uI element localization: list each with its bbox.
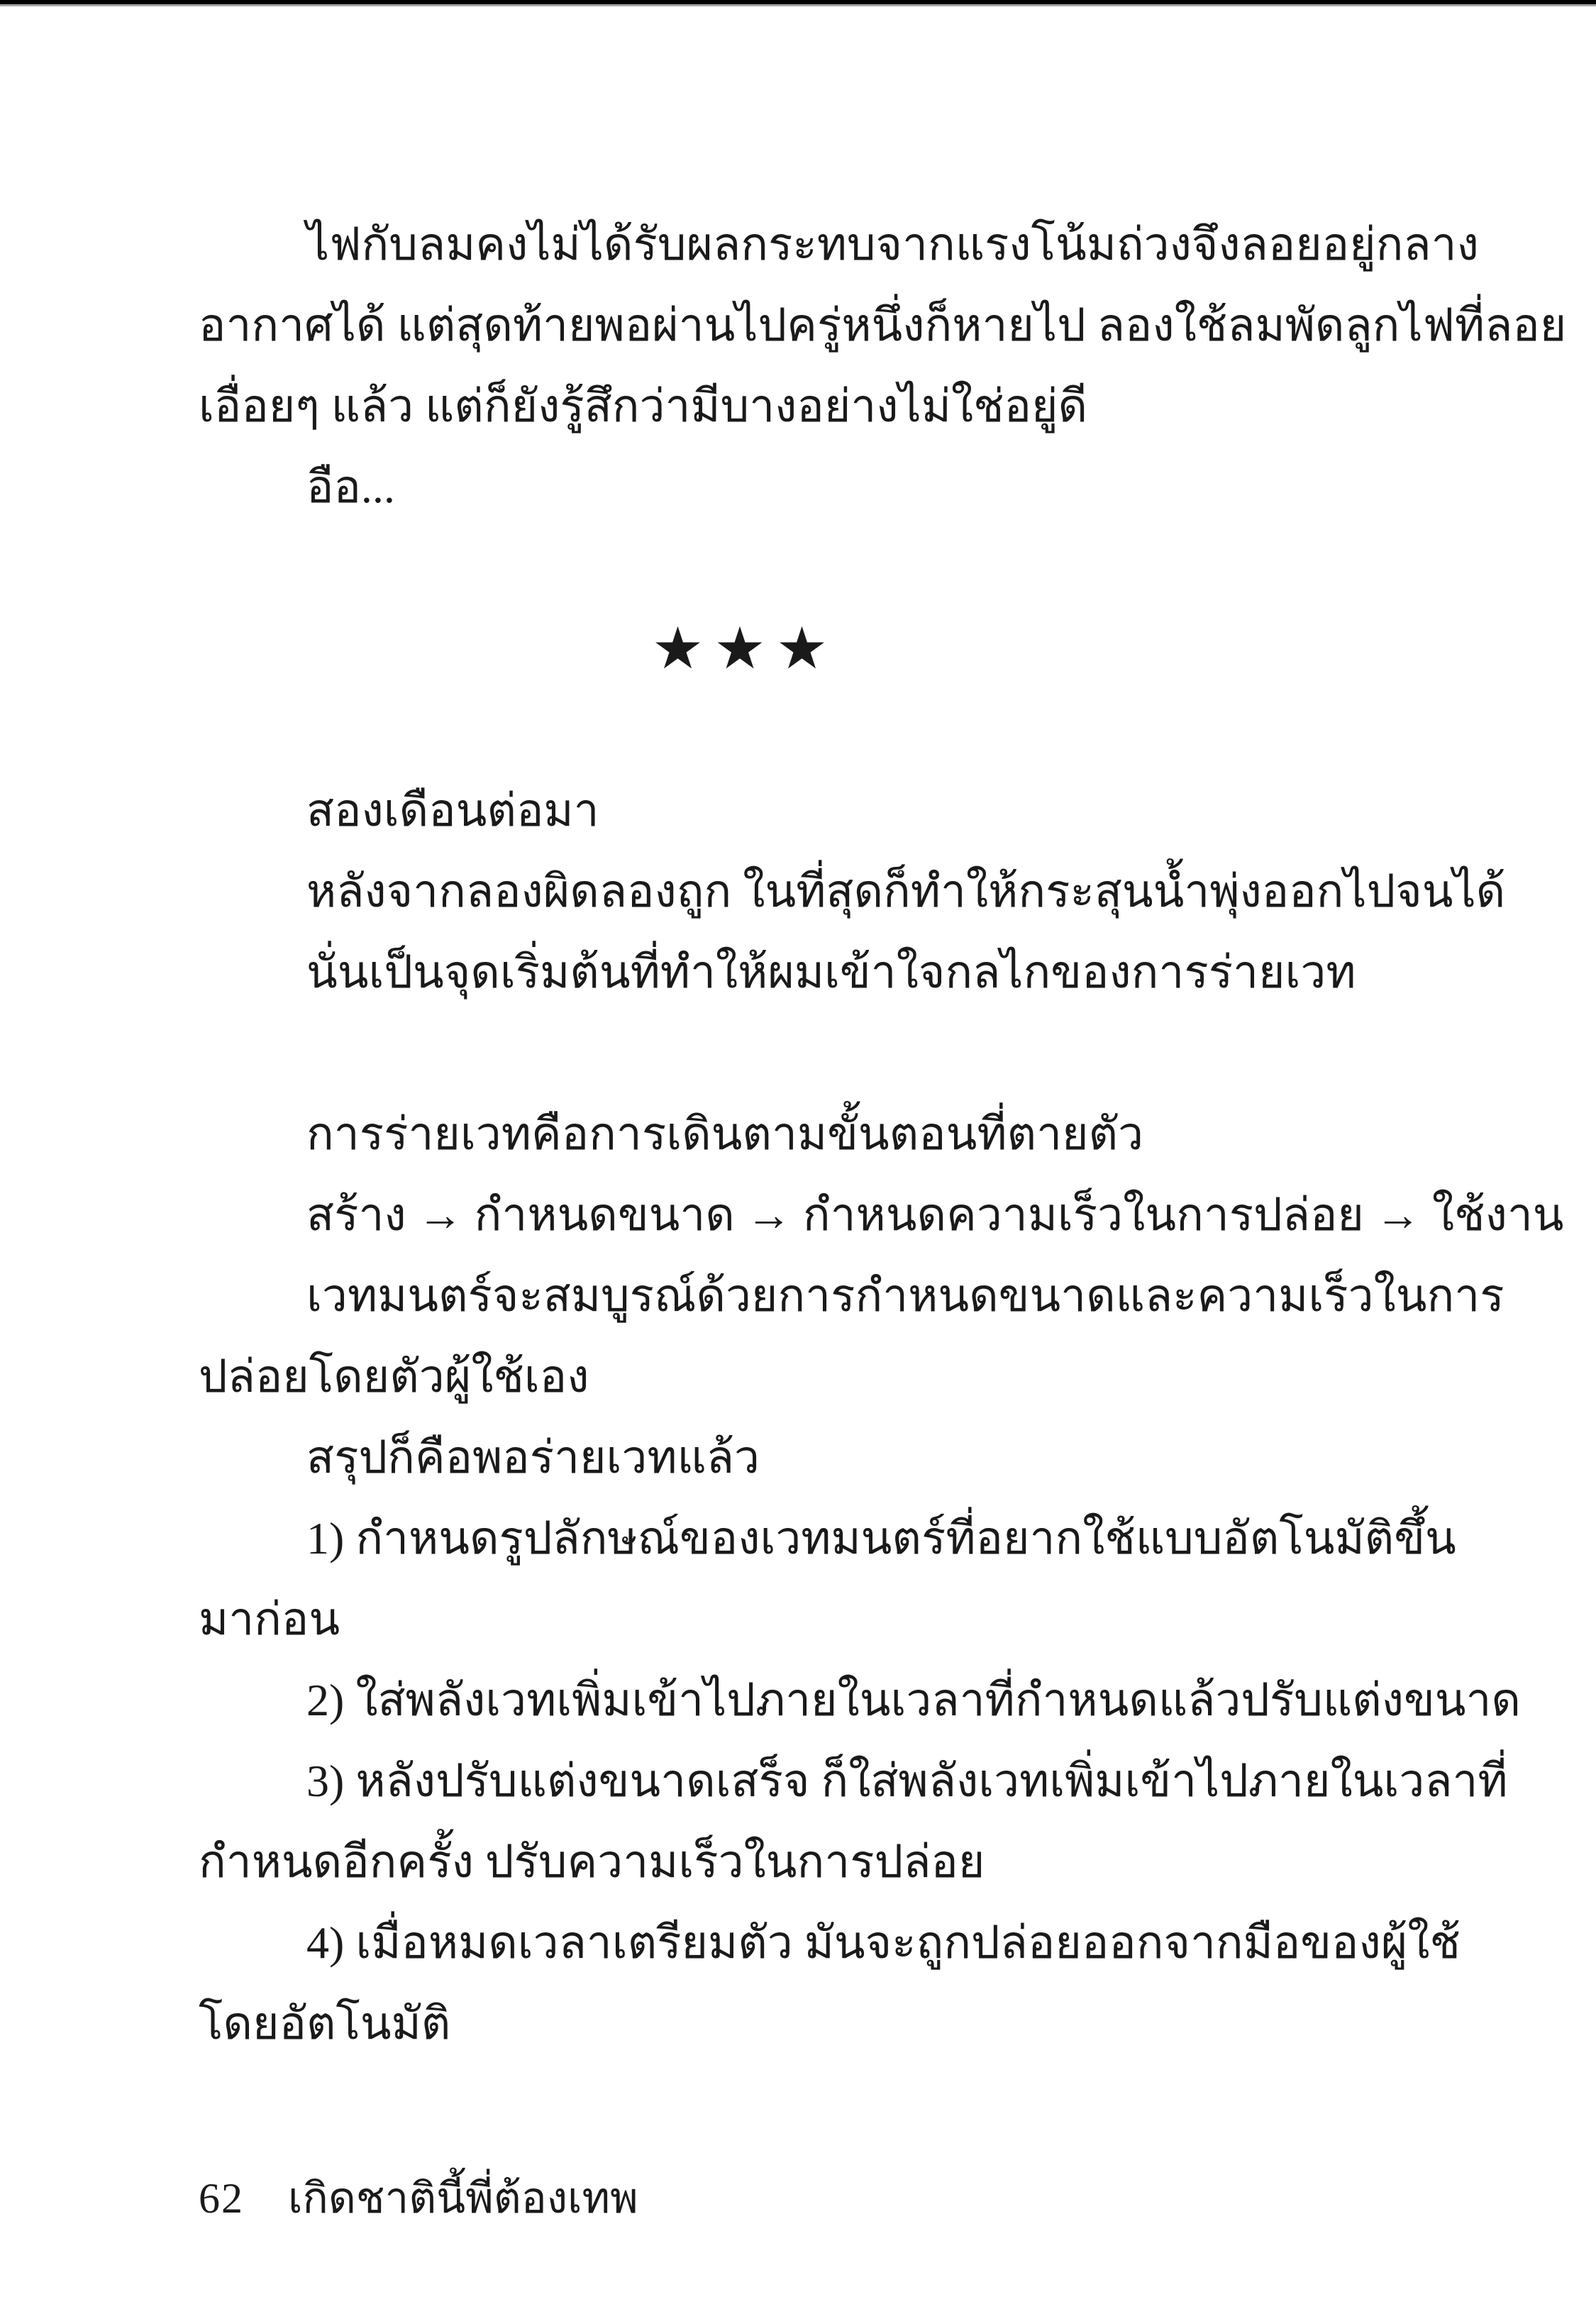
blank-line bbox=[199, 528, 1334, 609]
text-line: มาก่อน bbox=[199, 1594, 340, 1644]
text-line: 4) เมื่อหมดเวลาเตรียมตัว มันจะถูกปล่อยออกจากมือของผู้ใช้ bbox=[306, 1917, 1461, 1968]
blank-line bbox=[199, 1013, 1334, 1094]
blank-line bbox=[199, 690, 1334, 770]
text-line: หลังจากลองผิดลองถูก ในที่สุดก็ทำให้กระสุนน้ำพุ่งออกไปจนได้ bbox=[306, 866, 1506, 917]
body-text bbox=[199, 204, 1567, 2064]
running-title: เกิดชาตินี้พี่ต้องเทพ bbox=[288, 2175, 638, 2222]
text-line: 3) หลังปรับแต่งขนาดเสร็จ ก็ใส่พลังเวทเพิ่มเข้าไปภายในเวลาที่ bbox=[306, 1756, 1508, 1806]
text-line: 1) กำหนดรูปลักษณ์ของเวทมนตร์ที่อยากใช้แบบอัตโนมัติขึ้น bbox=[306, 1513, 1456, 1563]
text-line: การร่ายเวทคือการเดินตามขั้นตอนที่ตายตัว bbox=[306, 1109, 1143, 1159]
text-line: โดยอัตโนมัติ bbox=[199, 1998, 451, 2049]
text-line: ปล่อยโดยตัวผู้ใช้เอง bbox=[199, 1351, 589, 1402]
text-line: ไฟกับลมคงไม่ได้รับผลกระทบจากแรงโน้มถ่วงจึงลอยอยู่กลาง bbox=[306, 219, 1479, 270]
top-border-underline bbox=[0, 4, 1596, 6]
text-line: นั่นเป็นจุดเริ่มต้นที่ทำให้ผมเข้าใจกลไกของการร่ายเวท bbox=[306, 947, 1356, 997]
text-line: เวทมนตร์จะสมบูรณ์ด้วยการกำหนดขนาดและความเร็วในการ bbox=[306, 1271, 1504, 1321]
text-line: กำหนดอีกครั้ง ปรับความเร็วในการปล่อย bbox=[199, 1837, 985, 1887]
text-line: เอื่อยๆ แล้ว แต่ก็ยังรู้สึกว่ามีบางอย่างไม่ใช่อยู่ดี bbox=[199, 381, 1088, 431]
page-number: 62 bbox=[199, 2175, 244, 2222]
text-line: อือ... bbox=[306, 462, 395, 512]
text-line: สองเดือนต่อมา bbox=[306, 785, 599, 836]
text-line: สรุปก็คือพอร่ายเวทแล้ว bbox=[306, 1432, 760, 1483]
section-break-stars: ★★★ bbox=[651, 615, 838, 682]
text-line: อากาศได้ แต่สุดท้ายพอผ่านไปครู่หนึ่งก็หายไป ลองใช้ลมพัดลูกไฟที่ลอย bbox=[199, 300, 1567, 350]
page-footer bbox=[199, 2158, 1334, 2239]
text-line: สร้าง → กำหนดขนาด → กำหนดความเร็วในการปล่อย → ใช้งาน bbox=[306, 1190, 1564, 1240]
text-line: 2) ใส่พลังเวทเพิ่มเข้าไปภายในเวลาที่กำหนดแล้วปรับแต่งขนาด bbox=[306, 1675, 1521, 1725]
